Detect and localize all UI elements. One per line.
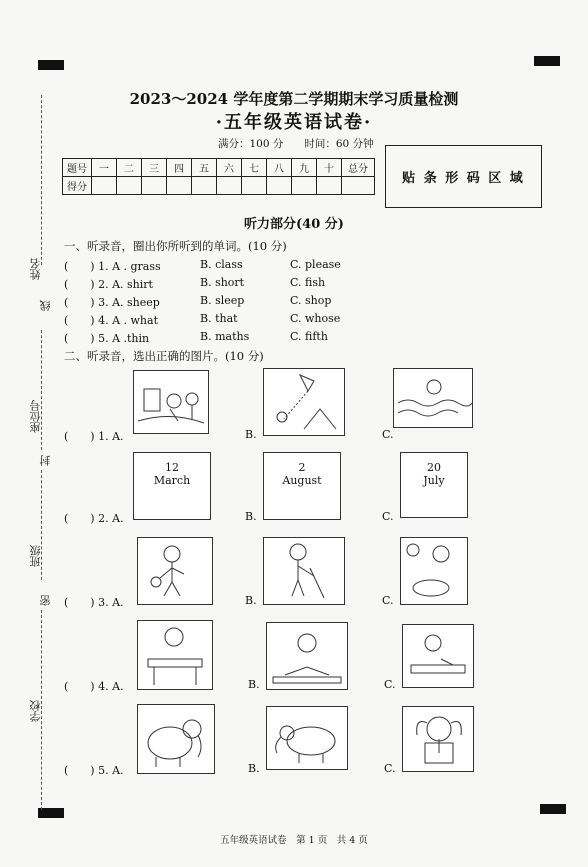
picture-calendar-march[interactable] [133, 452, 211, 520]
q2-row4-option-b[interactable]: B. [248, 678, 260, 691]
exam-subtitle: ·五年级英语试卷· [215, 112, 373, 133]
score-cell[interactable] [292, 177, 317, 195]
score-table [62, 158, 375, 195]
calendar-day: 20 [427, 461, 441, 474]
picture-calendar-july[interactable] [400, 452, 468, 518]
exam-title: 2023～2024 学年度第二学期期末学习质量检测 [129, 90, 459, 108]
q1-option-c[interactable]: C. please [290, 258, 341, 271]
score-header-cell: 四 [167, 159, 192, 177]
score-header-cell: 题号 [63, 159, 92, 177]
q2-row5-label: ( ) 5. A. [64, 764, 124, 777]
q1-option-b[interactable]: B. short [200, 276, 245, 289]
q2-row3-option-c[interactable]: C. [382, 594, 394, 607]
sidebar-school-label: 学校 [29, 700, 42, 722]
picture-girl-reading[interactable] [266, 622, 348, 690]
score-header-cell: 三 [142, 159, 167, 177]
picture-grandpa-writing[interactable] [137, 620, 213, 690]
picture-girl-sweeping[interactable] [263, 537, 345, 605]
score-cell[interactable] [192, 177, 217, 195]
score-header-cell: 总分 [342, 159, 375, 177]
score-header-cell: 七 [242, 159, 267, 177]
score-cell[interactable] [242, 177, 267, 195]
score-header-cell: 二 [117, 159, 142, 177]
corner-mark-top-right [534, 56, 560, 66]
picture-elephant-a[interactable] [137, 704, 215, 774]
picture-calendar-august[interactable] [263, 452, 341, 520]
calendar-day: 2 [298, 461, 306, 474]
score-header-cell: 一 [92, 159, 117, 177]
q2-row1-label: ( ) 1. A. [64, 430, 124, 443]
score-cell[interactable] [92, 177, 117, 195]
sidebar-class-label: 班级 [29, 545, 42, 567]
q2-row5-option-c[interactable]: C. [384, 762, 396, 775]
calendar-month: July [423, 474, 445, 487]
sidebar-seal-mark: 封 [39, 455, 52, 466]
q2-row2-option-b[interactable]: B. [245, 510, 257, 523]
sidebar-line-mark: 线 [39, 300, 52, 311]
q1-item-number: ( ) 1. A . grass [64, 260, 161, 273]
q2-row3-option-b[interactable]: B. [245, 594, 257, 607]
barcode-area: 贴 条 形 码 区 域 [385, 145, 542, 208]
q2-row3-label: ( ) 3. A. [64, 596, 124, 609]
section-title: 听力部分(40 分) [244, 217, 344, 232]
corner-mark-bottom-right [540, 804, 566, 814]
q1-option-b[interactable]: B. class [200, 258, 243, 271]
q2-row4-label: ( ) 4. A. [64, 680, 124, 693]
q1-option-c[interactable]: C. fish [290, 276, 326, 289]
q1-option-b[interactable]: B. maths [200, 330, 250, 343]
score-cell[interactable] [117, 177, 142, 195]
score-cell[interactable] [167, 177, 192, 195]
q1-option-c[interactable]: C. shop [290, 294, 332, 307]
q1-option-b[interactable]: B. that [200, 312, 238, 325]
q1-item-number: ( ) 4. A . what [64, 314, 158, 327]
q2-row4-option-c[interactable]: C. [384, 678, 396, 691]
calendar-month: August [282, 474, 322, 487]
calendar-month: March [153, 474, 191, 487]
q2-row1-option-b[interactable]: B. [245, 428, 257, 441]
score-row-label: 得分 [63, 177, 92, 195]
picture-elephant-c[interactable] [402, 706, 474, 772]
q1-item-number: ( ) 3. A. sheep [64, 296, 160, 309]
sidebar-secret-mark: 密 [39, 595, 52, 606]
picture-kids-sandcastle[interactable] [133, 370, 209, 434]
picture-elephant-b[interactable] [266, 706, 348, 770]
picture-boy-drawing[interactable] [402, 624, 474, 688]
picture-flying-kite[interactable] [263, 368, 345, 436]
score-cell[interactable] [217, 177, 242, 195]
picture-girl-playing[interactable] [137, 537, 213, 605]
sidebar-name-label: 姓名 [29, 258, 42, 280]
score-header-cell: 五 [192, 159, 217, 177]
score-header-cell: 六 [217, 159, 242, 177]
q2-row2-label: ( ) 2. A. [64, 512, 124, 525]
picture-swimming[interactable] [393, 368, 473, 428]
q2-row5-option-b[interactable]: B. [248, 762, 260, 775]
q2-row2-option-c[interactable]: C. [382, 510, 394, 523]
score-cell[interactable] [342, 177, 375, 195]
q1-option-c[interactable]: C. fifth [290, 330, 328, 343]
score-cell[interactable] [142, 177, 167, 195]
q1-item-number: ( ) 2. A. shirt [64, 278, 153, 291]
sidebar-seat-label: 座位号 [29, 400, 42, 433]
score-header-cell: 九 [292, 159, 317, 177]
score-header-cell: 十 [317, 159, 342, 177]
corner-mark-top-left [38, 60, 64, 70]
score-cell[interactable] [317, 177, 342, 195]
score-cell[interactable] [267, 177, 292, 195]
question-1-title: 一、听录音，圈出你所听到的单词。(10 分) [64, 239, 287, 253]
q1-option-c[interactable]: C. whose [290, 312, 341, 325]
page-footer: 五年级英语试卷 第 1 页 共 4 页 [220, 835, 368, 846]
question-2-title: 二、听录音，选出正确的图片。(10 分) [64, 349, 264, 363]
exam-info: 满分：100 分 时间：60 分钟 [218, 138, 374, 150]
calendar-day: 12 [165, 461, 179, 474]
picture-girl-cooking[interactable] [400, 537, 468, 605]
q1-option-b[interactable]: B. sleep [200, 294, 245, 307]
q1-item-number: ( ) 5. A .thin [64, 332, 150, 345]
score-header-cell: 八 [267, 159, 292, 177]
q2-row1-option-c[interactable]: C. [382, 428, 394, 441]
